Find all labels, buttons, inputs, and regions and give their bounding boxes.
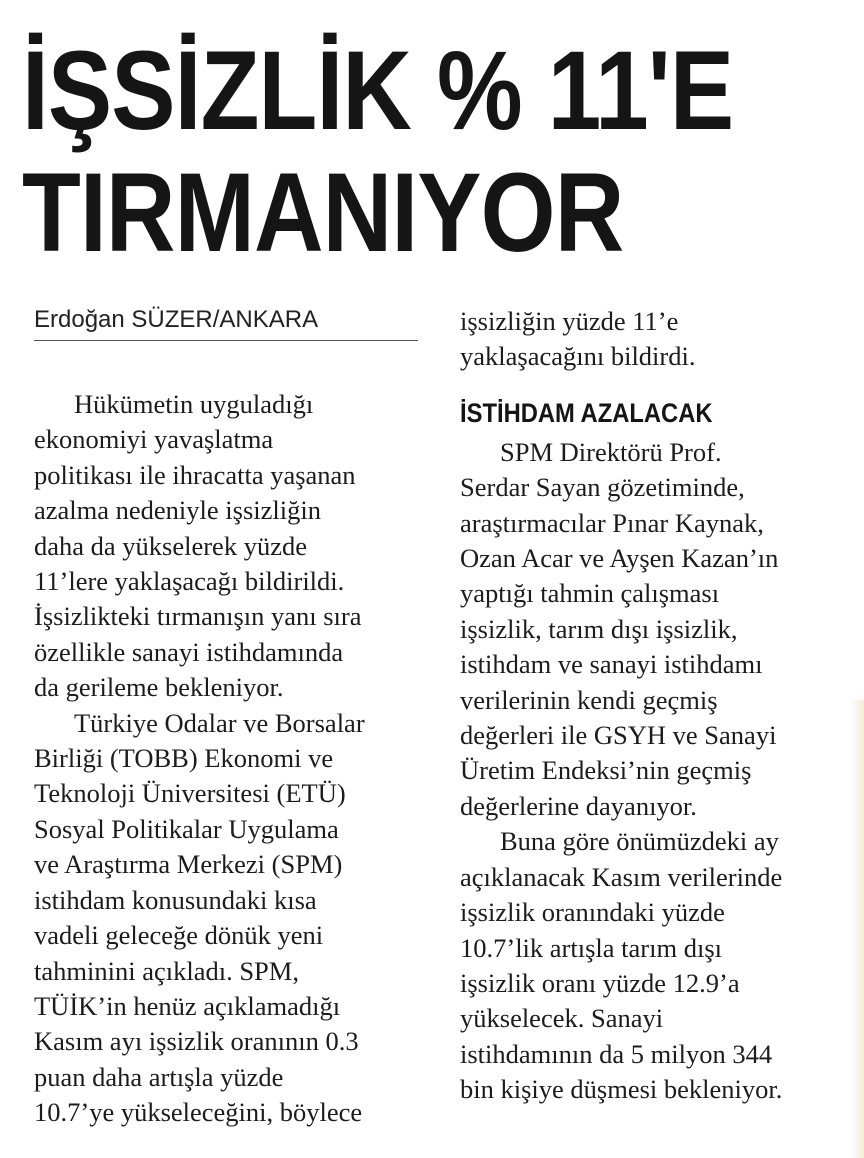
text-line: 10.7’lik artışla tarım dışı (460, 932, 723, 963)
continuation-paragraph (460, 304, 850, 375)
text-line: vadeli geleceğe dönük yeni (34, 920, 324, 951)
text-line: yükselecek. Sanayi (460, 1003, 664, 1034)
text-line: Buna göre önümüzdeki ay (500, 826, 779, 857)
text-line: özellikle sanayi istihdamında (34, 636, 344, 667)
text-line: işsizlik, tarım dışı işsizlik, (460, 613, 738, 644)
text-line: Teknoloji Üniversitesi (ETÜ) (34, 778, 346, 809)
page-edge-shade (850, 700, 864, 1158)
right-column (460, 304, 850, 1108)
text-line: Kasım ayı işsizlik oranının 0.3 (34, 1026, 359, 1057)
text-line: ekonomiyi yavaşlatma (34, 424, 274, 455)
text-line: daha da yükselerek yüzde (34, 530, 307, 561)
text-line: Birliği (TOBB) Ekonomi ve (34, 743, 334, 774)
text-line: bin kişiye düşmesi bekleniyor. (460, 1074, 783, 1105)
paragraph-2 (34, 706, 418, 1131)
headline (22, 30, 852, 274)
text-line: değerlerine dayanıyor. (460, 790, 697, 821)
text-line: 10.7’ye yükseleceğini, böylece (34, 1097, 363, 1128)
text-line: politikası ile ihracatta yaşanan (34, 459, 356, 490)
text-line: açıklanacak Kasım verilerinde (460, 861, 783, 892)
text-line: yaklaşacağını bildirdi. (460, 341, 696, 372)
text-line: işsizliğin yüzde 11’e (460, 306, 679, 336)
left-column (34, 304, 418, 1131)
paragraph-3 (460, 435, 850, 824)
text-line: istihdam ve sanayi istihdamı (460, 649, 763, 680)
text-line: tahminini açıkladı. SPM, (34, 955, 299, 986)
text-line: da gerileme bekleniyor. (34, 672, 284, 703)
text-line: puan daha artışla yüzde (34, 1061, 284, 1092)
text-line: İşsizlikteki tırmanışın yanı sıra (34, 601, 362, 632)
text-line: 11’lere yaklaşacağı bildirildi. (34, 566, 345, 597)
text-line: TÜİK’in henüz açıklamadığı (34, 990, 341, 1021)
paragraph-1 (34, 387, 418, 706)
text-line: istihdam konusundaki kısa (34, 884, 317, 915)
headline-line-2: TIRMANIYOR (22, 150, 624, 275)
text-line: işsizlik oranındaki yüzde (460, 897, 725, 928)
text-line: Türkiye Odalar ve Borsalar (74, 707, 365, 738)
text-line: ve Araştırma Merkezi (SPM) (34, 849, 343, 880)
subheading: İSTİHDAM AZALACAK (460, 397, 713, 428)
text-line: Hükümetin uyguladığı (74, 389, 314, 419)
headline-line-1: İŞSİZLİK % 11'E (22, 28, 734, 153)
text-line: Serdar Sayan gözetiminde, (460, 472, 745, 503)
text-line: Sosyal Politikalar Uygulama (34, 813, 339, 844)
text-line: araştırmacılar Pınar Kaynak, (460, 507, 764, 538)
text-line: azalma nedeniyle işsizliğin (34, 495, 321, 526)
text-line: Üretim Endeksi’nin geçmiş (460, 755, 752, 786)
text-line: değerleri ile GSYH ve Sanayi (460, 720, 777, 751)
paragraph-4 (460, 824, 850, 1107)
text-line: istihdamının da 5 milyon 344 (460, 1038, 773, 1069)
text-line: yaptığı tahmin çalışması (460, 578, 720, 609)
text-line: işsizlik oranı yüzde 12.9’a (460, 967, 740, 998)
text-line: SPM Direktörü Prof. (500, 436, 722, 467)
text-line: verilerinin kendi geçmiş (460, 684, 718, 715)
text-line: Ozan Acar ve Ayşen Kazan’ın (460, 543, 779, 574)
byline: Erdoğan SÜZER/ANKARA (34, 304, 418, 341)
